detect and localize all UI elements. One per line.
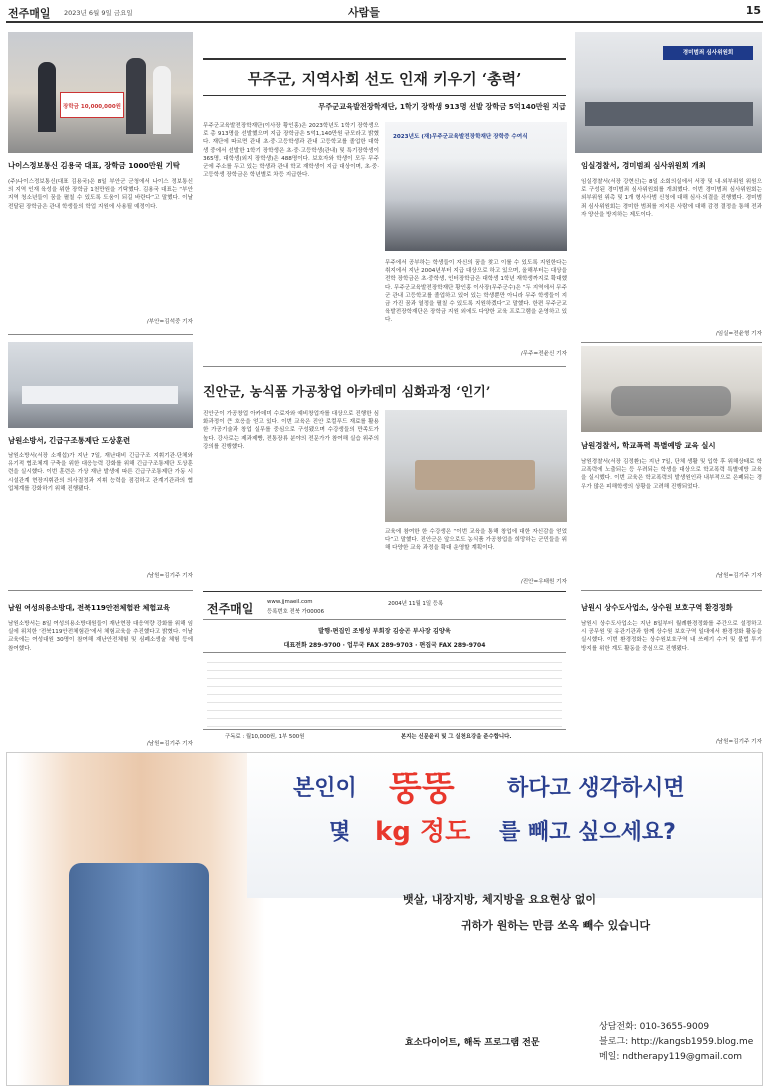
main-byline: /무주=전윤신 기자 — [520, 351, 567, 357]
ad-program: 효소다이어트, 해독 프로그램 전문 — [405, 1038, 540, 1048]
left2-caption: 남원소방서, 긴급구조통제단 도상훈련 — [8, 436, 131, 445]
imprint-people: 발행·편집인 조병성 부회장 김승곤 부사장 김양욱 — [318, 628, 451, 635]
right2-text: 남원경찰서(서장 김정환)는 지난 7일, 단체 생활 및 입학 후 위해상태로 학교폭력에 노출되는 등 우려되는 학생을 대상으로 학교폭력 특별예방 교육을 실시했다. 이번 교육은 학교폭력의 발생원인과 내부적으로 은폐되는 경우가 많은 피해학생의 상황을 고려해 진행되었다. — [581, 459, 762, 490]
masthead-date: 2023년 6월 9일 금요일 — [64, 9, 133, 17]
ad-phone[interactable]: 상담전화: 010-3655-9009 — [599, 1022, 710, 1032]
ad-line2-b: kg 정도 — [375, 817, 471, 847]
scholarship-banner: 2023년도 (재)무주군교육발전장학재단 장학증 수여식 — [393, 134, 528, 140]
photo-school-violence — [581, 346, 762, 432]
left1-byline: /부안=김석중 기자 — [146, 319, 193, 325]
ad-bullet1: 뱃살, 내장지방, 체지방을 요요현상 없이 — [403, 893, 596, 906]
mid2-col2: 교육에 참여한 한 수강생은 “이번 교육을 통해 창업에 대한 자신감을 얻었다”고 말했다. 진안군은 앞으로도 농식품 가공창업을 희망하는 군민들을 위해 다양한 교육 과정을 확대 운영할 계획이다. — [385, 529, 567, 552]
imprint-url: www.jjmaeil.com — [267, 599, 313, 605]
imprint-date: 2004년 11월 1일 등록 — [388, 601, 444, 607]
left1-caption: 나이스정보통신 김용국 대표, 장학금 1000만원 기탁 — [8, 161, 180, 170]
left1-text: (주)나이스정보통신(대표 김용국)은 8일 부안군 군청에서 나이스 정보통신의 지역 인재 육성을 위한 장학금 1천만원을 기탁했다. 김용국 대표는 “부안지역 청소년들이 꿈을 펼칠 수 있도록 도움이 되길 바란다”고 말했다. 이날 전달된 장학금은 관내 학생들의 학업 지원에 사용될 예정이다. — [8, 179, 193, 210]
left3-caption: 남원 여성의용소방대, 전북119안전체험관 체험교육 — [8, 603, 170, 612]
ad-blog[interactable]: 블로그: http://kangsb1959.blog.me — [599, 1037, 754, 1047]
main-headline-box — [203, 58, 566, 96]
imprint-footer: 본지는 신문윤리 및 그 실천요강을 준수합니다. — [401, 734, 512, 740]
imprint-price: 구독료 : 월10,000원, 1부 500원 — [225, 734, 305, 740]
masthead-paper: 전주매일 — [8, 7, 51, 20]
donation-board: 장학금 10,000,000원 — [60, 92, 124, 118]
police-banner: 경미범죄 심사위원회 — [663, 46, 753, 60]
ad-figure — [17, 753, 265, 1086]
right1-byline: /임실=전윤형 기자 — [715, 331, 762, 337]
masthead-rule — [6, 21, 763, 23]
ad-line2-a: 몇 — [329, 820, 351, 845]
right2-byline: /남원=김기주 기자 — [715, 573, 762, 579]
section-title: 사람들 — [348, 6, 380, 19]
ad-bullet2: 귀하가 원하는 만큼 쏘옥 빼수 있습니다 — [461, 919, 651, 932]
ad-line1-big: 뚱뚱 — [389, 769, 455, 809]
photo-police-committee — [575, 32, 762, 153]
mid2-headline: 진안군, 농식품 가공창업 아카데미 심화과정 ‘인기’ — [203, 385, 491, 400]
right3-byline: /남원=김기주 기자 — [715, 739, 762, 745]
ad-line1-b: 하다고 생각하시면 — [507, 776, 685, 801]
imprint-phones: 대표전화 289-9700 · 업무국 FAX 289-9703 · 편집국 FAX 289-9704 — [283, 642, 486, 649]
main-headline: 무주군, 지역사회 선도 인재 키우기 ‘총력’ — [247, 70, 522, 88]
main-col2: 무주에서 공부하는 학생들이 자신의 꿈을 찾고 이룰 수 있도록 지원한다는 취지에서 지난 2004년부터 지급 대상으로 하고 있으며, 올해부터는 대상을 전학 장학금은 초·중학생, 인터장학금은 대학생 1학년 재학생까지로 확대했다. 무주군교육발전장학재단 황인홍 이사장(무주군수)은 “두 지역에서 무주군 관내 고등학교를 졸업하고 있어 있는 학생뿐만 아니라 무주 학생들이 지금 가진 꿈과 열정을 펼칠 수 있도록 지원하겠다”고 말했다. 한편 무주군교육발전장학재단은 장학금 지원 외에도 다양한 교육 프로그램을 운영하고 있다. — [385, 260, 567, 324]
ad-line1-a: 본인이 — [293, 776, 357, 801]
right2-caption: 남원경찰서, 학교폭력 특별예방 교육 실시 — [581, 441, 716, 450]
main-col1: 무주군교육발전장학재단(이사장 황인홍)은 2023학년도 1학기 장학생으로 총 913명을 선발했으며 지급 장학금은 5억1,140만원 규모라고 밝혔다. 재단에 따르면 관내 초·중·고등학생과 관내 고등학교를 졸업한 대학생 중에서 선발한 1학기 장학생은 초·중·고등학생(관내) 및 특기장학생이 365명, 대학생(외지 장학생)은 488명이다. 보호자와 학생이 모두 무주군에 주소를 두고 있는 학생과 관내 학교 재학생이 지급 대상이며, 초·중·고등학생 장학금은 학년별로 차등 지급한다. — [203, 123, 379, 179]
imprint-box — [203, 596, 566, 746]
photo-donation — [8, 32, 193, 153]
left3-text: 남원소방서는 8일 여성의용소방대원들이 재난현장 대응역량 강화를 위해 임실에 위치한 ‘전북119안전체험관’에서 체험교육을 추진했다고 밝혔다. 이날 교육에는 여성대원 30명이 참여해 재난안전체험 및 심폐소생술 체험 등에 참여했다. — [8, 621, 193, 652]
left2-text: 남원소방서(서장 소재섭)가 지난 7일, 재난대비 긴급구조 지휘기관·단체와 유기적 협조체계 구축을 위한 대응능력 강화를 위해 긴급구조통제단 도상훈련을 실시했다. 이번 훈련은 가상 재난 발생에 따른 긴급구조통제단 가동 시 시설관계 현장지휘관의 의사결정과 지휘 능력을 점검하고 관계기관과의 협업체계를 강화하기 위해 진행됐다. — [8, 453, 193, 492]
right1-text: 임실경찰서(서장 강현신)는 8일 소회의실에서 서장 및 내·외부위원 위원으로 구성된 경미범죄 심사위원회를 개최했다. 이번 경미범죄 심사위원회는 외부위원 위촉 및 1개 형사사범 신청에 대해 심사·의결을 진행했다. 경미범죄 심사위원회는 경미한 범죄를 저지른 사람에 대해 감경 결정을 통해 전과자 양산을 방지하는 제도이다. — [581, 179, 762, 218]
ad-email[interactable]: 메일: ndtherapy119@gmail.com — [599, 1052, 742, 1062]
photo-scholarship — [385, 122, 567, 251]
ad-diet — [6, 752, 763, 1086]
page-number: 15 — [745, 4, 761, 17]
left3-byline: /남원=김기주 기자 — [146, 741, 193, 747]
mid2-byline: /진안=우태원 기자 — [520, 579, 567, 585]
photo-food-academy — [385, 410, 567, 522]
main-subhead: 무주군교육발전장학재단, 1학기 장학생 913명 선발 장학금 5억140만원 지급 — [318, 102, 566, 111]
right3-caption: 남원시 상수도사업소, 상수원 보호구역 환경정화 — [581, 603, 733, 612]
masthead — [6, 3, 763, 21]
imprint-paper: 전주매일 — [207, 602, 254, 616]
ad-line2-c: 를 빼고 싶으세요? — [499, 820, 676, 845]
imprint-reg: 등록번호 전북 가00006 — [267, 609, 325, 615]
right1-caption: 임실경찰서, 경미범죄 심사위원회 개최 — [581, 161, 706, 170]
left2-byline: /남원=김기주 기자 — [146, 573, 193, 579]
photo-firestation-drill — [8, 342, 193, 428]
mid2-col1: 진안군이 가공창업 아카데미 수료자와 예비창업자를 대상으로 진행한 심화과정이 큰 호응을 얻고 있다. 이번 교육은 진안 로컬푸드 재료를 활용한 가공기술과 창업 실무를 중심으로 구성됐으며 수강생들의 만족도가 높다. 강사로는 제과제빵, 전통장류 분야의 전문가가 참여해 실습 위주의 강의를 진행했다. — [203, 411, 379, 450]
right3-text: 남원시 상수도사업소는 지난 8일부터 월례환경정화를 주간으로 설정하고 시 공무원 및 유관기관과 함께 상수원 보호구역 일대에서 환경정화 활동을 실시했다. 이번 환경정화는 상수원보호구역 내 쓰레기 수거 및 불법 투기 방지를 위한 계도 활동을 중심으로 진행됐다. — [581, 621, 762, 652]
